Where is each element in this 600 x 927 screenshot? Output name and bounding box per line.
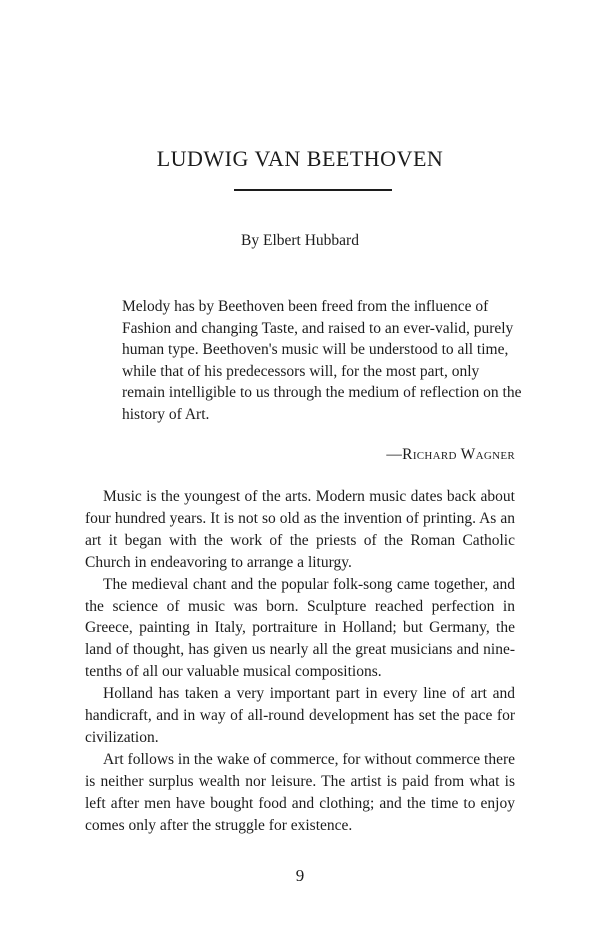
body-paragraph: Music is the youngest of the arts. Modern music dates back about four hundred years. It is not so old as the invention of printing. As an art it began with the work of the priests of the Roman Catholic Church in endeavoring to arrange a liturgy.: [85, 488, 515, 571]
epigraph-quote: Melody has by Beethoven been freed from the influence of Fashion and changing Taste, and raised to an ever-valid, purely human type. Beethoven's music will be understood to all time, while that of his predecessors will, for the most part, only remain intelligible to us through the medium of reflection on the history of Art.: [122, 298, 522, 423]
title-rule: [234, 189, 392, 191]
body-paragraph: Holland has taken a very important part in every line of art and handicraft, and in way of all-round development has set the pace for civilization.: [85, 685, 515, 746]
body-paragraph: Art follows in the wake of commerce, for without commerce there is neither surplus wealth nor leisure. The artist is paid from what is left after men have bought food and clothing; and the time to enjoy comes only after the struggle for existence.: [85, 750, 515, 834]
chapter-title: LUDWIG VAN BEETHOVEN: [156, 146, 444, 171]
author-byline: By Elbert Hubbard: [241, 232, 359, 249]
body-paragraph: The medieval chant and the popular folk-song came together, and the science of music was born. Sculpture reached perfection in Greece, painting in Italy, portraiture in Holland; but Germany, the land of thought, has given us nearly all the great musicians and nine-tenths of all our valuable musical compositions.: [85, 575, 515, 681]
epigraph-attribution: —Richard Wagner: [386, 446, 515, 463]
page-number: 9: [295, 866, 305, 885]
body-text: [85, 486, 515, 837]
